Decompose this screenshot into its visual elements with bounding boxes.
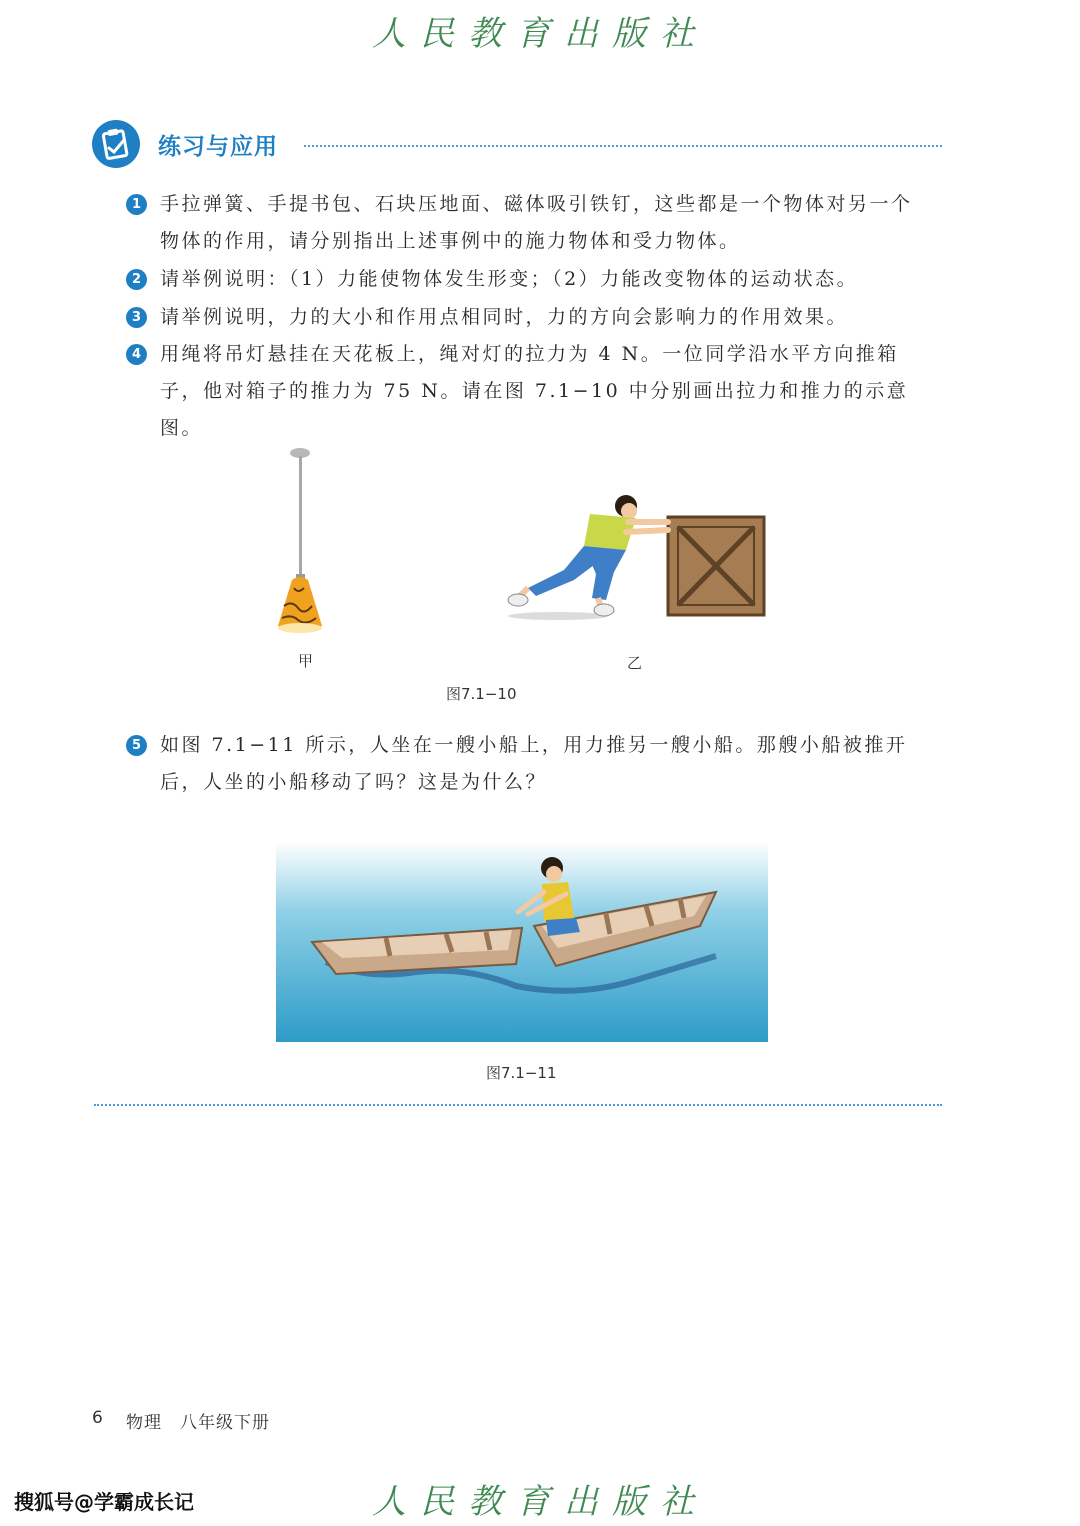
header-divider (304, 145, 942, 147)
question-number-badge: 1 (126, 194, 147, 215)
page-number: 6 (92, 1408, 103, 1428)
boy-pushing-crate-illustration (498, 492, 770, 622)
question-4 (126, 336, 926, 447)
question-2 (126, 261, 926, 298)
question-number-badge: 4 (126, 344, 147, 365)
boats-on-water-illustration (276, 842, 768, 1042)
question-text: 请举例说明，力的大小和作用点相同时，力的方向会影响力的作用效果。 (160, 306, 849, 328)
question-number-badge: 3 (126, 307, 147, 328)
question-text: 如图 7.1−11 所示，人坐在一艘小船上，用力推另一艘小船。那艘小船被推开后，人坐的小船移动了吗？这是为什么？ (160, 734, 908, 793)
pendant-lamp-illustration (266, 446, 346, 638)
question-1 (126, 186, 926, 260)
question-text: 用绳将吊灯悬挂在天花板上，绳对灯的拉力为 4 N。一位同学沿水平方向推箱子，他对箱子的推力为 75 N。请在图 7.1−10 中分别画出拉力和推力的示意图。 (160, 343, 909, 439)
figure-caption-7-1-10: 图7.1−10 (446, 685, 517, 703)
book-title: 物理 八年级下册 (126, 1413, 270, 1433)
footer-divider (94, 1104, 942, 1106)
question-text: 请举例说明：（1）力能使物体发生形变；（2）力能改变物体的运动状态。 (160, 268, 859, 290)
publisher-watermark-top: 人民教育出版社 (372, 14, 708, 54)
question-number-badge: 5 (126, 735, 147, 756)
question-3 (126, 299, 926, 336)
figure-caption-7-1-11: 图7.1−11 (486, 1064, 557, 1082)
publisher-watermark-bottom: 人民教育出版社 (372, 1482, 708, 1522)
question-5 (126, 727, 926, 801)
figure-label-b: 乙 (627, 654, 643, 672)
question-text: 手拉弹簧、手提书包、石块压地面、磁体吸引铁钉，这些都是一个物体对另一个物体的作用，请分别指出上述事例中的施力物体和受力物体。 (160, 193, 913, 252)
clipboard-icon (92, 120, 140, 168)
figure-label-a: 甲 (298, 652, 314, 670)
question-number-badge: 2 (126, 269, 147, 290)
section-title: 练习与应用 (158, 134, 278, 160)
source-watermark: 搜狐号@学霸成长记 (14, 1490, 194, 1514)
